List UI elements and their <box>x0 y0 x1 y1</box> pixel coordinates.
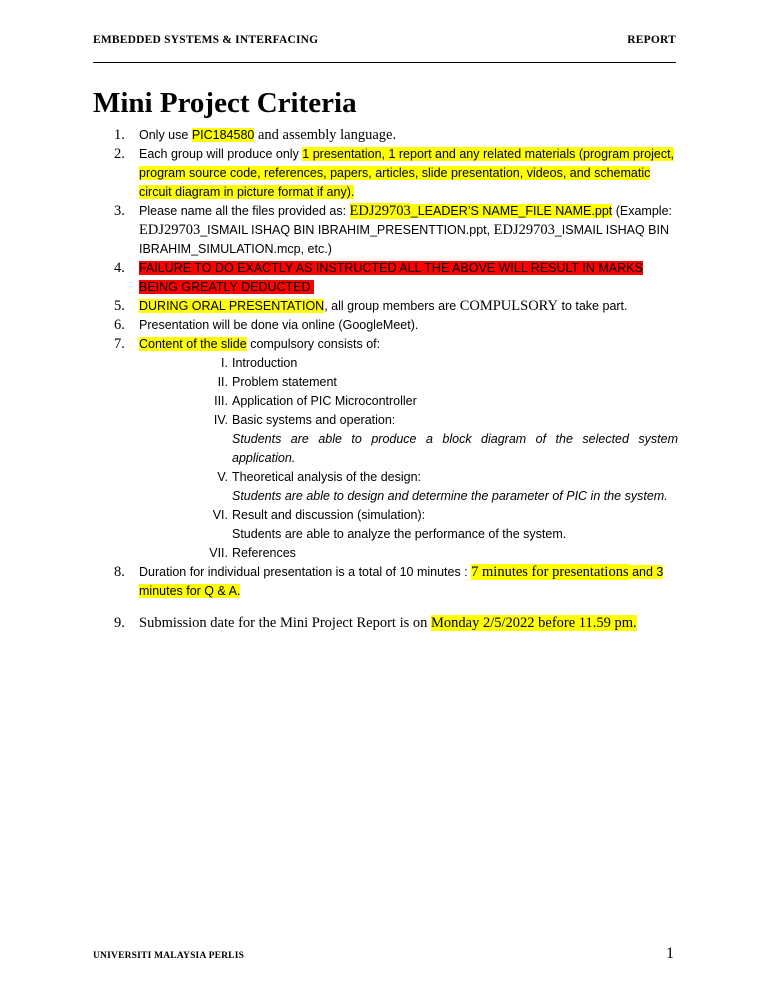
content-label: Problem statement <box>232 375 337 389</box>
content-note: Students are able to design and determine the parameter of PIC in the system. <box>232 489 668 503</box>
warning-highlight: FAILURE TO DO EXACTLY AS INSTRUCTED ALL THE ABOVE WILL RESULT IN MARKS BEING GREATLY DEDUCTED. <box>139 261 643 294</box>
list-item <box>93 145 678 202</box>
list-item <box>93 614 678 633</box>
content-item-application <box>176 392 678 411</box>
content-note: Students are able to analyze the performance of the system. <box>232 527 567 541</box>
highlight: PIC184580 <box>191 128 255 142</box>
item-text: COMPULSORY <box>459 298 559 314</box>
list-item <box>93 259 678 297</box>
page-title: Mini Project Criteria <box>93 87 357 119</box>
item-text: EDJ29703 <box>493 222 555 238</box>
roman-numeral: II. <box>217 375 228 389</box>
item-text: , all group members are <box>324 299 460 313</box>
list-item <box>93 297 678 316</box>
content-item-theoretical-analysis <box>176 468 678 506</box>
roman-numeral: VII. <box>209 546 228 560</box>
content-item-basic-systems <box>176 411 678 468</box>
item-text: Each group will produce only <box>139 147 303 161</box>
item-text: and assembly language. <box>254 127 397 143</box>
item-text: compulsory consists of: <box>246 337 381 351</box>
item-text: Only use <box>139 128 192 142</box>
highlight: 7 minutes for presentations <box>471 564 629 580</box>
highlight: _LEADER’S NAME_FILE NAME.ppt <box>410 204 613 218</box>
item-number: 4. <box>114 260 125 276</box>
roman-numeral: VI. <box>212 508 228 522</box>
roman-numeral: V. <box>217 470 228 484</box>
list-item <box>93 126 678 145</box>
header-rule <box>93 62 676 63</box>
header-left: EMBEDDED SYSTEMS & INTERFACING <box>93 34 319 46</box>
content-item-references <box>176 544 678 563</box>
list-item <box>93 563 678 601</box>
content-item-introduction <box>176 354 678 373</box>
roman-numeral: I. <box>221 356 228 370</box>
item-text: Submission date for the Mini Project Report is on <box>139 615 431 631</box>
item-number: 1. <box>114 127 125 143</box>
item-text: _ISMAIL ISHAQ BIN IBRAHIM_SIMULATION.mcp, etc.) <box>139 223 669 256</box>
content-label: References <box>232 546 296 560</box>
content-item-result-discussion <box>176 506 678 544</box>
content-label: Theoretical analysis of the design: <box>232 470 421 484</box>
item-number: 2. <box>114 146 125 162</box>
item-text: to take part. <box>558 299 628 313</box>
item-text: _ISMAIL ISHAQ BIN IBRAHIM_PRESENTTION.ppt, <box>200 223 494 237</box>
item-text: Duration for individual presentation is a total of 10 minutes : <box>139 565 472 579</box>
list-item <box>93 316 678 335</box>
item-text: (Example: <box>612 204 672 218</box>
content-note: Students are able to produce a block diagram of the selected system application. <box>232 432 678 465</box>
header-right: REPORT <box>627 34 676 46</box>
highlight: and 3 minutes for Q & A. <box>139 565 664 598</box>
item-number: 9. <box>114 615 125 631</box>
item-number: 3. <box>114 203 125 219</box>
content-label: Result and discussion (simulation): <box>232 508 426 522</box>
content-label: Application of PIC Microcontroller <box>232 394 417 408</box>
item-number: 7. <box>114 336 125 352</box>
criteria-list <box>93 126 678 633</box>
item-number: 8. <box>114 564 125 580</box>
highlight: 1 presentation, 1 report and any related materials (program project, program source code, references, papers, articles, slide presentation, videos, and schematic circuit diagram in picture format if any). <box>139 147 675 199</box>
item-text: Please name all the files provided as: <box>139 204 350 218</box>
highlight: DURING ORAL PRESENTATION <box>139 299 325 313</box>
highlight: EDJ29703 <box>349 203 411 219</box>
roman-numeral: IV. <box>213 413 228 427</box>
page-number: 1 <box>666 945 674 962</box>
item-number: 5. <box>114 298 125 314</box>
roman-numeral: III. <box>214 394 228 408</box>
list-item <box>93 202 678 259</box>
content-label: Basic systems and operation: <box>232 413 396 427</box>
content-item-problem-statement <box>176 373 678 392</box>
content-label: Introduction <box>232 356 298 370</box>
list-item <box>93 335 678 354</box>
item-number: 6. <box>114 317 125 333</box>
highlight: Monday 2/5/2022 before 11.59 pm. <box>431 615 637 631</box>
footer-left: UNIVERSITI MALAYSIA PERLIS <box>93 951 245 961</box>
item-text: EDJ29703 <box>139 222 201 238</box>
highlight: Content of the slide <box>139 337 247 351</box>
item-text: Presentation will be done via online (GoogleMeet). <box>139 318 419 332</box>
